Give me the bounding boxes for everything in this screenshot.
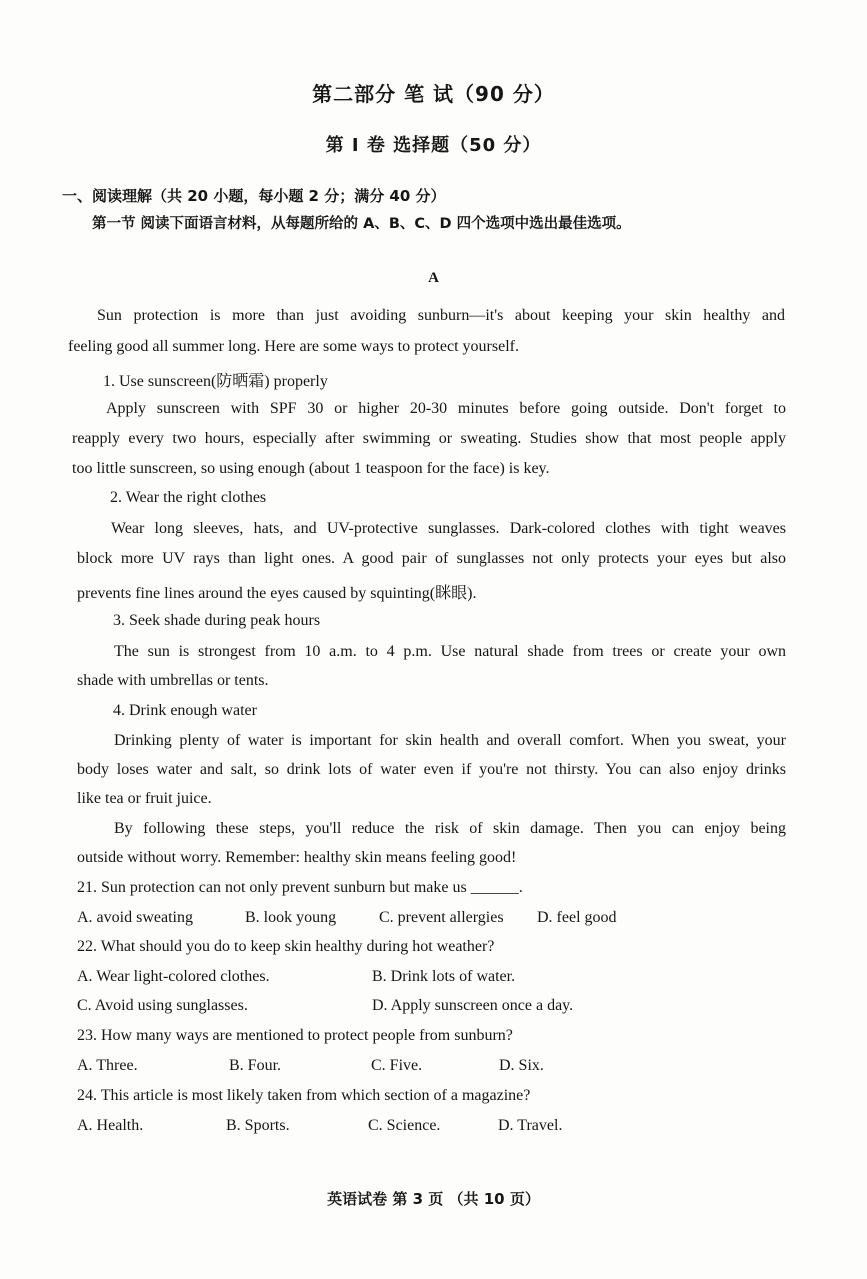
passage-line: block more UV rays than light ones. A good pair of sunglasses not only protects your eyes but also xyxy=(77,550,786,567)
part-title: 第二部分 笔 试（90 分） xyxy=(312,82,555,106)
passage-line: Sun protection is more than just avoiding sunburn—it's about keeping your skin healthy and xyxy=(97,307,785,324)
answer-option: A. Wear light-colored clothes. xyxy=(77,968,270,985)
answer-option: B. Sports. xyxy=(226,1117,290,1134)
question-stem: 22. What should you do to keep skin healthy during hot weather? xyxy=(77,938,495,955)
passage-line: shade with umbrellas or tents. xyxy=(77,672,269,689)
answer-option: C. Five. xyxy=(371,1057,423,1074)
answer-option: D. Apply sunscreen once a day. xyxy=(372,997,574,1014)
passage-line: The sun is strongest from 10 a.m. to 4 p.m. Use natural shade from trees or create your own xyxy=(114,643,786,660)
answer-option: B. Four. xyxy=(229,1057,282,1074)
passage-line: feeling good all summer long. Here are some ways to protect yourself. xyxy=(68,338,519,355)
passage-line: By following these steps, you'll reduce the risk of skin damage. Then you can enjoy being xyxy=(114,820,786,837)
question-stem: 23. How many ways are mentioned to protect people from sunburn? xyxy=(77,1027,513,1044)
tip-heading: 1. Use sunscreen(防晒霜) properly xyxy=(103,373,328,390)
answer-option: A. avoid sweating xyxy=(77,909,193,926)
answer-option: D. Travel. xyxy=(498,1117,563,1134)
instruction-text: 第一节 阅读下面语言材料，从每题所给的 A、B、C、D 四个选项中选出最佳选项。 xyxy=(92,216,631,232)
answer-option: C. Avoid using sunglasses. xyxy=(77,997,248,1014)
section-heading: 一、阅读理解（共 20 小题，每小题 2 分；满分 40 分） xyxy=(62,187,446,205)
answer-option: A. Three. xyxy=(77,1057,138,1074)
passage-line: prevents fine lines around the eyes caused by squinting(眯眼). xyxy=(77,585,477,602)
passage-line: Wear long sleeves, hats, and UV-protective sunglasses. Dark-colored clothes with tight weaves xyxy=(111,520,786,537)
page-footer: 英语试卷 第 3 页 （共 10 页） xyxy=(327,1190,540,1208)
volume-title: 第 Ⅰ 卷 选择题（50 分） xyxy=(325,135,542,156)
answer-option: D. feel good xyxy=(537,909,617,926)
answer-option: C. Science. xyxy=(368,1117,441,1134)
passage-line: like tea or fruit juice. xyxy=(77,790,212,807)
passage-line: reapply every two hours, especially after swimming or sweating. Studies show that most people apply xyxy=(72,430,786,447)
answer-option: D. Six. xyxy=(499,1057,544,1074)
answer-option: B. look young xyxy=(245,909,337,926)
answer-option: B. Drink lots of water. xyxy=(372,968,516,985)
passage-letter: A xyxy=(428,270,439,286)
question-stem: 24. This article is most likely taken from which section of a magazine? xyxy=(77,1087,531,1104)
passage-line: Apply sunscreen with SPF 30 or higher 20-30 minutes before going outside. Don't forget to xyxy=(106,400,786,417)
tip-heading: 4. Drink enough water xyxy=(113,702,257,719)
answer-option: A. Health. xyxy=(77,1117,144,1134)
tip-heading: 2. Wear the right clothes xyxy=(110,489,267,506)
passage-line: too little sunscreen, so using enough (about 1 teaspoon for the face) is key. xyxy=(72,460,550,477)
passage-line: body loses water and salt, so drink lots of water even if you're not thirsty. You can also enjoy drinks xyxy=(77,761,786,778)
question-stem: 21. Sun protection can not only prevent sunburn but make us ______. xyxy=(77,879,523,896)
answer-option: C. prevent allergies xyxy=(379,909,504,926)
passage-line: Drinking plenty of water is important for skin health and overall comfort. When you sweat, your xyxy=(114,732,786,749)
passage-line: outside without worry. Remember: healthy skin means feeling good! xyxy=(77,849,517,866)
tip-heading: 3. Seek shade during peak hours xyxy=(113,612,321,629)
